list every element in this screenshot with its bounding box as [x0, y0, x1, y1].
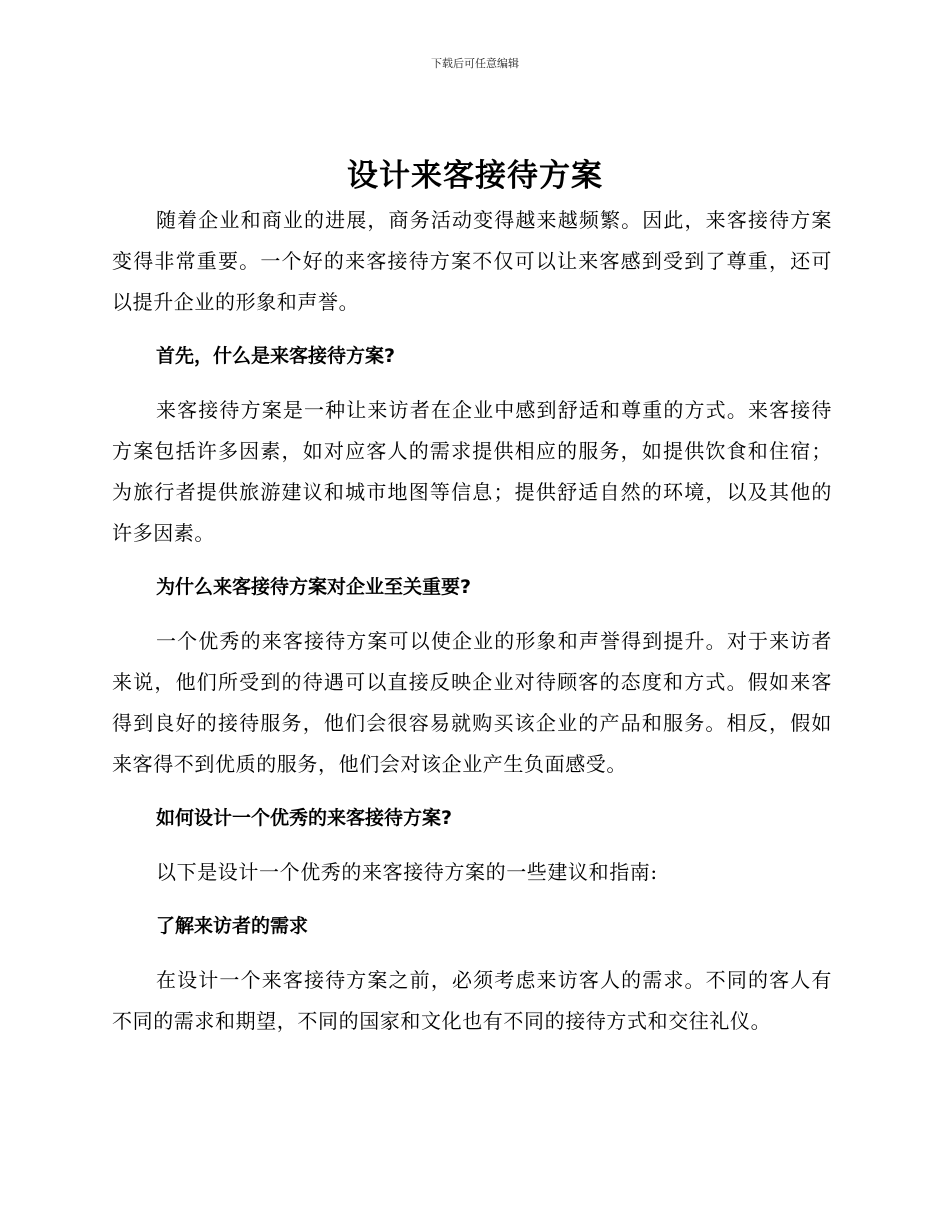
header-note: 下载后可任意编辑	[431, 57, 519, 70]
section-heading-how: 如何设计一个优秀的来客接待方案?	[156, 807, 453, 829]
paragraph-needs: 在设计一个来客接待方案之前，必须考虑来访客人的需求。不同的客人有不同的需求和期望，不同的国家和文化也有不同的接待方式和交往礼仪。	[112, 968, 832, 1033]
paragraph-how: 以下是设计一个优秀的来客接待方案的一些建议和指南:	[156, 860, 658, 884]
section-heading-what: 首先，什么是来客接待方案?	[156, 345, 396, 367]
paragraph-why: 一个优秀的来客接待方案可以使企业的形象和声誉得到提升。对于来访者来说，他们所受到的待遇可以直接反映企业对待顾客的态度和方式。假如来客得到良好的接待服务，他们会很容易就购买该企业的产品和服务。相反，假如来客得不到优质的服务，他们会对该企业产生负面感受。	[112, 629, 832, 776]
document-title: 设计来客接待方案	[347, 158, 603, 194]
section-heading-why: 为什么来客接待方案对企业至关重要?	[156, 576, 472, 598]
document-body	[112, 200, 832, 1042]
section-heading-needs: 了解来访者的需求	[156, 915, 309, 937]
paragraph-what: 来客接待方案是一种让来访者在企业中感到舒适和尊重的方式。来客接待方案包括许多因素，如对应客人的需求提供相应的服务，如提供饮食和住宿；为旅行者提供旅游建议和城市地图等信息；提供舒适自然的环境，以及其他的许多因素。	[112, 398, 832, 545]
intro-paragraph: 随着企业和商业的进展，商务活动变得越来越频繁。因此，来客接待方案变得非常重要。一个好的来客接待方案不仅可以让来客感到受到了尊重，还可以提升企业的形象和声誉。	[112, 208, 832, 314]
